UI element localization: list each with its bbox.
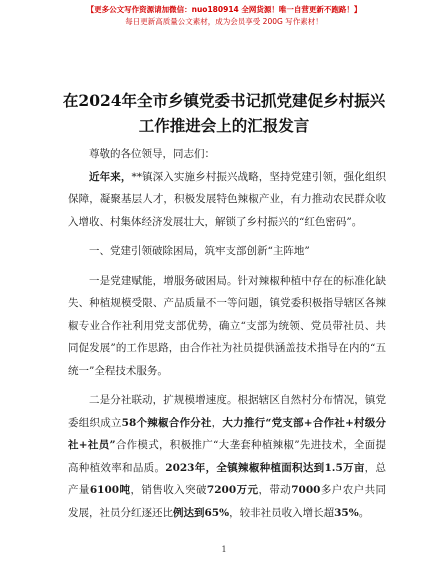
document-body: [68, 143, 386, 524]
section-1-heading: 一、党建引领破除困局，筑牢支部创新“主阵地”: [89, 245, 310, 257]
paragraph-2-emphasis: 镇辣椒种植面积达到1.5万亩: [227, 461, 365, 474]
paragraph-2-text: 多户农户共同发展，社员分红逐还比: [68, 484, 387, 519]
promo-banner: [0, 4, 448, 28]
document-title-line-1: 在2024年全市乡镇党委书记抓党建促乡村振兴: [62, 91, 386, 110]
paragraph-2: [68, 389, 386, 524]
paragraph-2-text: 合作模式，积极推广“大垄套种植辣椒”先进技术，全面提高种植效率和品质。: [68, 439, 386, 474]
paragraph-2-emphasis: 58个辣椒合作分社: [121, 416, 212, 429]
paragraph-2-emphasis: 大力推行“党支部+合作社+村级分社+社员”: [68, 416, 387, 451]
intro-paragraph: [68, 166, 386, 234]
paragraph-2-text: ，销售收入突破: [130, 484, 207, 496]
paragraph-2-emphasis: 35%: [334, 506, 359, 519]
paragraph-2-emphasis: 7200万元: [206, 484, 259, 496]
greeting: 尊敬的各位领导，同志们：: [89, 148, 215, 160]
promo-banner-line-2: 每日更新高质量公文素材，成为会员享受 200G 写作素材！: [125, 17, 323, 26]
paragraph-1: 一是党建赋能，增服务破困局。针对辣椒种植中存在的标准化缺失、种植规模受限、产品质量不一等问题，镇党委积极指导辖区各辣椒专业合作社利用党支部优势，确立“支部为统领、党员带社员、共同促发展”的工作思路，由合作社为社员提供涵盖技术指导在内的“五统一”全程技术服务。: [68, 274, 386, 377]
paragraph-2-text: ，较非社员收入增长超: [229, 506, 335, 519]
page-number: 1: [221, 545, 227, 554]
paragraph-2-emphasis: 2023年，全: [165, 461, 228, 474]
intro-text: **镇深入实施乡村振兴战略，坚持党建引领，强化组织保障，凝聚基层人才，积极发展特色辣椒产业，有力推动农民群众收入增收、村集体经济发展壮大，解锁了乡村振兴的“红色密码”。: [68, 170, 387, 228]
document-title-line-2: 工作推进会上的汇报发言: [138, 116, 310, 135]
paragraph-2-text: ，总产量: [68, 461, 386, 496]
paragraph-2-text: 二是分社联动，扩规模增速度。根据辖区自然村分布情况，镇党委组织成立: [68, 394, 386, 429]
paragraph-2-text: ，带动: [258, 484, 292, 496]
intro-lead: 近年来，: [89, 170, 132, 183]
document-title: [50, 88, 398, 138]
promo-banner-line-1: 【更多公文写作资源请加微信：nuo180914 全网货源！唯一自营更新不跑路！】: [86, 5, 362, 14]
paragraph-2-text: ，: [211, 416, 223, 429]
paragraph-2-emphasis: 7000: [291, 484, 321, 496]
paragraph-2-emphasis: 6100吨: [89, 484, 131, 496]
paragraph-2-text: 。: [358, 506, 370, 519]
paragraph-2-emphasis: 例达到65%: [173, 506, 230, 519]
